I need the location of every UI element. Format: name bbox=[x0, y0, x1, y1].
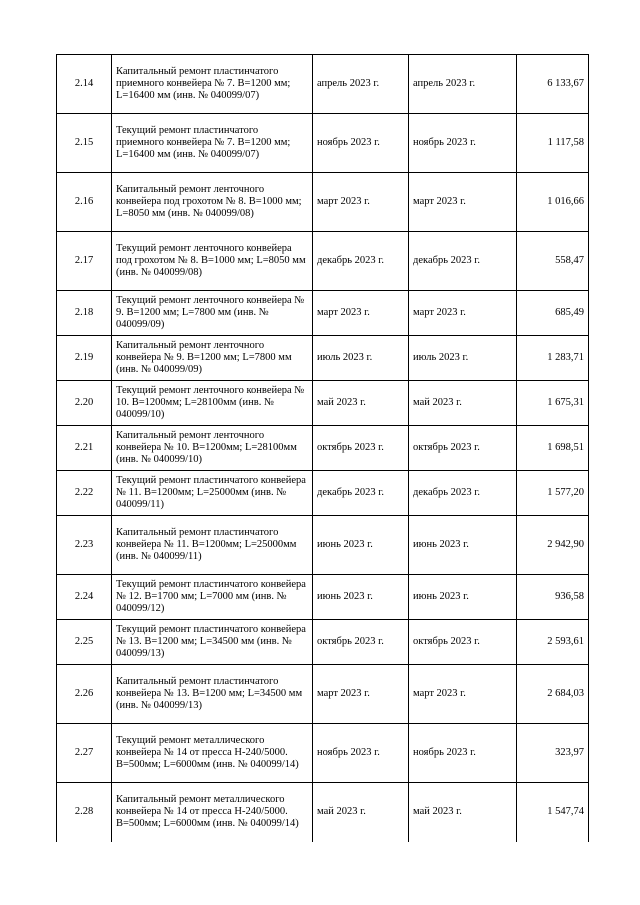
row-start-date: июнь 2023 г. bbox=[313, 516, 409, 575]
row-end-date: апрель 2023 г. bbox=[409, 55, 517, 114]
row-end-date: июль 2023 г. bbox=[409, 336, 517, 381]
row-end-date: декабрь 2023 г. bbox=[409, 232, 517, 291]
row-sum: 936,58 bbox=[517, 575, 589, 620]
row-sum: 558,47 bbox=[517, 232, 589, 291]
row-start-date: март 2023 г. bbox=[313, 665, 409, 724]
table-row bbox=[57, 665, 589, 724]
row-description: Капитальный ремонт металлического конвейера № 14 от пресса Н-240/5000. B=500мм; L=6000мм (инв. № 040099/14) bbox=[112, 783, 313, 842]
table-row bbox=[57, 291, 589, 336]
row-start-date: ноябрь 2023 г. bbox=[313, 114, 409, 173]
row-number: 2.17 bbox=[57, 232, 112, 291]
row-description: Капитальный ремонт пластинчатого приемного конвейера № 7. B=1200 мм; L=16400 мм (инв. № 040099/07) bbox=[112, 55, 313, 114]
row-end-date: март 2023 г. bbox=[409, 665, 517, 724]
row-start-date: март 2023 г. bbox=[313, 173, 409, 232]
row-number: 2.18 bbox=[57, 291, 112, 336]
row-start-date: март 2023 г. bbox=[313, 291, 409, 336]
row-sum: 685,49 bbox=[517, 291, 589, 336]
row-end-date: октябрь 2023 г. bbox=[409, 620, 517, 665]
row-number: 2.26 bbox=[57, 665, 112, 724]
table-row bbox=[57, 516, 589, 575]
row-description: Капитальный ремонт ленточного конвейера № 10. B=1200мм; L=28100мм (инв. № 040099/10) bbox=[112, 426, 313, 471]
row-number: 2.25 bbox=[57, 620, 112, 665]
row-number: 2.27 bbox=[57, 724, 112, 783]
row-end-date: март 2023 г. bbox=[409, 291, 517, 336]
row-description: Текущий ремонт ленточного конвейера № 10. B=1200мм; L=28100мм (инв. № 040099/10) bbox=[112, 381, 313, 426]
table-row bbox=[57, 114, 589, 173]
row-description: Текущий ремонт пластинчатого конвейера № 12. B=1700 мм; L=7000 мм (инв. № 040099/12) bbox=[112, 575, 313, 620]
row-start-date: июль 2023 г. bbox=[313, 336, 409, 381]
row-description: Текущий ремонт пластинчатого приемного конвейера № 7. B=1200 мм; L=16400 мм (инв. № 040099/07) bbox=[112, 114, 313, 173]
row-start-date: май 2023 г. bbox=[313, 381, 409, 426]
table-row bbox=[57, 471, 589, 516]
row-sum: 2 684,03 bbox=[517, 665, 589, 724]
table-row bbox=[57, 336, 589, 381]
row-start-date: декабрь 2023 г. bbox=[313, 232, 409, 291]
row-number: 2.22 bbox=[57, 471, 112, 516]
table-row bbox=[57, 232, 589, 291]
row-description: Текущий ремонт пластинчатого конвейера № 13. B=1200 мм; L=34500 мм (инв. № 040099/13) bbox=[112, 620, 313, 665]
row-description: Капитальный ремонт ленточного конвейера под грохотом № 8. B=1000 мм; L=8050 мм (инв. № 040099/08) bbox=[112, 173, 313, 232]
row-start-date: апрель 2023 г. bbox=[313, 55, 409, 114]
row-description: Текущий ремонт металлического конвейера № 14 от пресса Н-240/5000. B=500мм; L=6000мм (инв. № 040099/14) bbox=[112, 724, 313, 783]
row-sum: 1 283,71 bbox=[517, 336, 589, 381]
row-end-date: ноябрь 2023 г. bbox=[409, 114, 517, 173]
row-sum: 1 117,58 bbox=[517, 114, 589, 173]
row-description: Капитальный ремонт пластинчатого конвейера № 13. B=1200 мм; L=34500 мм (инв. № 040099/13) bbox=[112, 665, 313, 724]
table-row bbox=[57, 173, 589, 232]
row-end-date: июнь 2023 г. bbox=[409, 516, 517, 575]
table-row bbox=[57, 55, 589, 114]
row-number: 2.24 bbox=[57, 575, 112, 620]
row-end-date: октябрь 2023 г. bbox=[409, 426, 517, 471]
row-sum: 2 593,61 bbox=[517, 620, 589, 665]
row-end-date: май 2023 г. bbox=[409, 783, 517, 842]
row-number: 2.15 bbox=[57, 114, 112, 173]
row-start-date: июнь 2023 г. bbox=[313, 575, 409, 620]
row-end-date: декабрь 2023 г. bbox=[409, 471, 517, 516]
row-description: Текущий ремонт пластинчатого конвейера № 11. B=1200мм; L=25000мм (инв. № 040099/11) bbox=[112, 471, 313, 516]
row-number: 2.16 bbox=[57, 173, 112, 232]
table-body bbox=[57, 55, 589, 842]
row-sum: 1 675,31 bbox=[517, 381, 589, 426]
row-sum: 1 016,66 bbox=[517, 173, 589, 232]
row-start-date: ноябрь 2023 г. bbox=[313, 724, 409, 783]
table-row bbox=[57, 381, 589, 426]
table-row bbox=[57, 724, 589, 783]
row-number: 2.20 bbox=[57, 381, 112, 426]
row-start-date: октябрь 2023 г. bbox=[313, 620, 409, 665]
row-sum: 1 698,51 bbox=[517, 426, 589, 471]
table-row bbox=[57, 426, 589, 471]
row-description: Капитальный ремонт пластинчатого конвейера № 11. B=1200мм; L=25000мм (инв. № 040099/11) bbox=[112, 516, 313, 575]
row-end-date: ноябрь 2023 г. bbox=[409, 724, 517, 783]
row-description: Текущий ремонт ленточного конвейера под грохотом № 8. B=1000 мм; L=8050 мм (инв. № 040099/08) bbox=[112, 232, 313, 291]
table-row bbox=[57, 620, 589, 665]
row-description: Капитальный ремонт ленточного конвейера № 9. B=1200 мм; L=7800 мм (инв. № 040099/09) bbox=[112, 336, 313, 381]
row-number: 2.19 bbox=[57, 336, 112, 381]
row-end-date: май 2023 г. bbox=[409, 381, 517, 426]
row-end-date: март 2023 г. bbox=[409, 173, 517, 232]
row-sum: 1 577,20 bbox=[517, 471, 589, 516]
row-number: 2.21 bbox=[57, 426, 112, 471]
row-number: 2.23 bbox=[57, 516, 112, 575]
row-sum: 6 133,67 bbox=[517, 55, 589, 114]
row-description: Текущий ремонт ленточного конвейера № 9. B=1200 мм; L=7800 мм (инв. № 040099/09) bbox=[112, 291, 313, 336]
row-start-date: октябрь 2023 г. bbox=[313, 426, 409, 471]
row-number: 2.28 bbox=[57, 783, 112, 842]
repair-schedule-table bbox=[56, 54, 589, 842]
table-row bbox=[57, 783, 589, 842]
row-sum: 1 547,74 bbox=[517, 783, 589, 842]
row-sum: 2 942,90 bbox=[517, 516, 589, 575]
row-end-date: июнь 2023 г. bbox=[409, 575, 517, 620]
table-row bbox=[57, 575, 589, 620]
row-start-date: декабрь 2023 г. bbox=[313, 471, 409, 516]
row-sum: 323,97 bbox=[517, 724, 589, 783]
row-number: 2.14 bbox=[57, 55, 112, 114]
row-start-date: май 2023 г. bbox=[313, 783, 409, 842]
